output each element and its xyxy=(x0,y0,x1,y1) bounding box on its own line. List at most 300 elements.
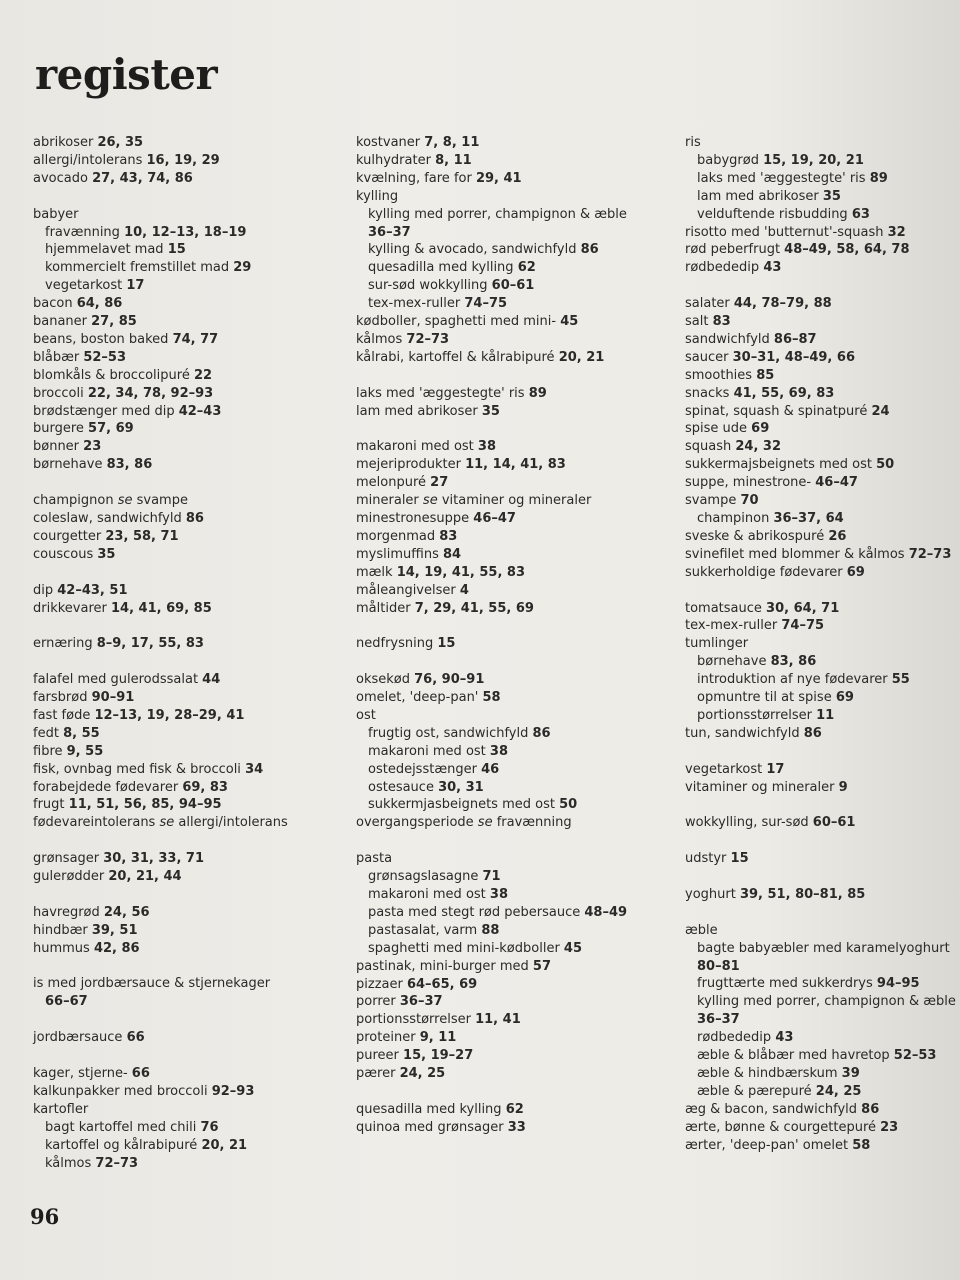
index-entry xyxy=(33,635,333,653)
entry-term: makaroni med ost xyxy=(356,439,478,455)
entry-term: æble xyxy=(685,922,718,938)
entry-term: spaghetti med mini-kødboller xyxy=(368,940,564,956)
index-spacer xyxy=(356,832,666,850)
index-entry xyxy=(33,1065,333,1083)
index-subentry xyxy=(33,241,333,259)
entry-term: kostvaner xyxy=(356,135,425,150)
page-refs: 7, 8, 11 xyxy=(424,135,480,150)
index-entry xyxy=(685,224,955,242)
entry-term: morgenmad xyxy=(356,528,440,544)
page-refs: 86 xyxy=(580,242,599,258)
page-refs: 43 xyxy=(775,1030,794,1046)
entry-term: ris xyxy=(685,135,701,150)
index-entry xyxy=(33,403,333,421)
page-refs: 39 xyxy=(841,1066,860,1082)
page-refs: 9, 55 xyxy=(66,743,104,759)
entry-term: fedt xyxy=(33,725,64,741)
entry-term: risotto med 'butternut'-squash xyxy=(685,224,888,240)
entry-term: saucer xyxy=(685,349,733,365)
entry-term: kålrabi, kartoffel & kålrabipuré xyxy=(356,349,559,365)
page-refs: 24, 25 xyxy=(399,1066,446,1082)
page-refs: 14, 41, 69, 85 xyxy=(111,600,212,616)
page-refs: 58 xyxy=(482,690,501,706)
page-refs: 72–73 xyxy=(406,331,450,347)
index-spacer xyxy=(33,958,333,976)
entry-term: minestronesuppe xyxy=(356,511,474,526)
page-refs: 15 xyxy=(730,851,749,867)
page-refs: 58 xyxy=(852,1137,871,1153)
index-entry xyxy=(356,1011,666,1029)
page-refs: 27, 43, 74, 86 xyxy=(92,170,193,186)
entry-term: havregrød xyxy=(33,904,104,920)
entry-term: måltider xyxy=(356,600,415,616)
entry-term: hindbær xyxy=(33,922,92,938)
entry-term: tumlinger xyxy=(685,636,749,652)
index-subentry xyxy=(33,993,333,1011)
page-refs: 29, 41 xyxy=(475,170,522,186)
page-refs: 74–75 xyxy=(464,296,508,312)
page-refs: 89 xyxy=(869,170,888,186)
entry-term: proteiner xyxy=(356,1030,420,1046)
index-subentry xyxy=(685,958,955,976)
index-subentry xyxy=(356,779,666,797)
index-subentry xyxy=(685,993,955,1011)
index-entry xyxy=(33,904,333,922)
page-refs: 15, 19, 20, 21 xyxy=(763,152,864,168)
entry-term: kylling med porrer, champignon & æble xyxy=(697,994,956,1010)
entry-term: fibre xyxy=(33,743,67,759)
index-subentry xyxy=(356,922,666,940)
index-entry xyxy=(685,886,955,904)
entry-term: svampe xyxy=(685,493,741,509)
index-entry xyxy=(33,850,333,868)
entry-term: æble & pærepuré xyxy=(697,1083,816,1099)
index-subentry xyxy=(356,241,666,259)
page-refs: 57, 69 xyxy=(88,421,134,437)
entry-term: grønsager xyxy=(33,851,104,867)
index-spacer xyxy=(33,474,333,492)
index-spacer xyxy=(685,868,955,886)
index-entry xyxy=(356,170,666,188)
index-subentry xyxy=(685,1047,955,1065)
see-target: allergi/intolerans xyxy=(174,815,288,831)
page-refs: 66 xyxy=(131,1065,150,1081)
page-refs: 86 xyxy=(532,725,551,741)
index-spacer xyxy=(33,1011,333,1029)
page-refs: 8–9, 17, 55, 83 xyxy=(96,636,204,652)
index-entry xyxy=(356,1065,666,1083)
index-spacer xyxy=(356,1083,666,1101)
index-spacer xyxy=(685,582,955,600)
entry-term: bagte babyæbler med karamelyoghurt xyxy=(697,940,950,956)
index-subentry xyxy=(33,259,333,277)
entry-term: abrikoser xyxy=(33,135,98,150)
page-refs: 27 xyxy=(430,475,449,491)
entry-term: måleangivelser xyxy=(356,582,460,598)
page-refs: 30, 31 xyxy=(438,779,484,795)
page-refs: 11, 51, 56, 85, 94–95 xyxy=(68,797,222,813)
index-subentry xyxy=(356,295,666,313)
index-entry xyxy=(356,1047,666,1065)
page-refs: 20, 21 xyxy=(201,1137,248,1153)
index-entry xyxy=(33,814,333,832)
index-entry xyxy=(356,456,666,474)
entry-term: tex-mex-ruller xyxy=(368,296,465,312)
page-refs: 24 xyxy=(871,403,890,419)
entry-term: fødevareintolerans xyxy=(33,815,160,831)
entry-term: hummus xyxy=(33,940,94,956)
index-entry xyxy=(356,850,666,868)
page-refs: 86 xyxy=(861,1101,880,1117)
page-refs: 11 xyxy=(816,707,835,723)
index-entry xyxy=(33,367,333,385)
entry-term: kulhydrater xyxy=(356,152,436,168)
index-entry xyxy=(356,349,666,367)
index-entry xyxy=(356,814,666,832)
entry-term: yoghurt xyxy=(685,886,740,902)
entry-term: jordbærsauce xyxy=(33,1030,127,1046)
index-entry xyxy=(685,403,955,421)
page-refs: 44 xyxy=(202,672,221,688)
entry-term: kylling med porrer, champignon & æble xyxy=(368,206,627,222)
index-spacer xyxy=(685,743,955,761)
entry-term: oksekød xyxy=(356,672,415,688)
entry-term: myslimuffins xyxy=(356,546,443,562)
index-subentry xyxy=(356,743,666,761)
entry-term: ærter, 'deep-pan' omelet xyxy=(685,1137,853,1153)
index-entry xyxy=(685,1137,955,1155)
index-subentry xyxy=(685,707,955,725)
entry-term: dip xyxy=(33,582,58,598)
entry-term: æg & bacon, sandwichfyld xyxy=(685,1101,862,1117)
index-entry xyxy=(33,331,333,349)
page-refs: 85 xyxy=(756,367,775,383)
page-refs: 72–73 xyxy=(908,546,952,562)
index-entry xyxy=(356,707,666,725)
page-refs: 24, 32 xyxy=(735,439,782,455)
entry-term: sur-sød wokkylling xyxy=(368,278,492,294)
entry-term: nedfrysning xyxy=(356,636,438,652)
index-entry xyxy=(33,313,333,331)
entry-term: hjemmelavet mad xyxy=(45,242,168,258)
index-spacer xyxy=(685,796,955,814)
index-subentry xyxy=(356,206,666,224)
page-refs: 46–47 xyxy=(473,511,516,526)
page-refs: 80–81 xyxy=(697,958,740,974)
entry-term: wokkylling, sur-sød xyxy=(685,815,813,831)
index-entry xyxy=(685,456,955,474)
index-entry xyxy=(356,438,666,456)
index-entry xyxy=(685,779,955,797)
entry-term: opmuntre til at spise xyxy=(697,690,836,706)
entry-term: babyer xyxy=(33,206,79,222)
entry-term: ostesauce xyxy=(368,779,439,795)
entry-term: melonpuré xyxy=(356,475,431,491)
page-refs: 60–61 xyxy=(812,815,856,831)
page-refs: 8, 11 xyxy=(435,152,472,168)
index-subentry xyxy=(33,1137,333,1155)
page-refs: 72–73 xyxy=(95,1155,139,1171)
index-entry xyxy=(356,385,666,403)
entry-term: coleslaw, sandwichfyld xyxy=(33,511,186,526)
entry-term: forabejdede fødevarer xyxy=(33,779,183,795)
page-refs: 10, 12–13, 18–19 xyxy=(124,224,247,240)
index-subentry xyxy=(685,188,955,206)
entry-term: pasta xyxy=(356,851,393,867)
index-entry xyxy=(33,582,333,600)
index-entry xyxy=(33,349,333,367)
index-column-3 xyxy=(685,134,955,1155)
entry-term: bønner xyxy=(33,439,84,455)
index-subentry xyxy=(33,277,333,295)
index-entry xyxy=(33,170,333,188)
see-reference: se xyxy=(159,815,175,831)
page-refs: 84 xyxy=(442,546,462,562)
page-refs: 7, 29, 41, 55, 69 xyxy=(414,600,534,616)
entry-term: sukkermajsbeignets med ost xyxy=(685,457,877,473)
entry-term: sveske & abrikospuré xyxy=(685,528,829,544)
page-refs: 23 xyxy=(880,1119,899,1135)
entry-term: æble & hindbærskum xyxy=(697,1066,842,1082)
index-spacer xyxy=(33,617,333,635)
page-refs: 48–49 xyxy=(584,904,628,920)
entry-term: kartofler xyxy=(33,1101,89,1117)
entry-term: mælk xyxy=(356,564,397,580)
index-subentry xyxy=(356,725,666,743)
index-entry xyxy=(685,385,955,403)
page-refs: 69 xyxy=(835,690,854,706)
entry-term: blåbær xyxy=(33,349,84,365)
entry-term: pastinak, mini-burger med xyxy=(356,958,533,974)
index-entry xyxy=(685,761,955,779)
index-spacer xyxy=(356,420,666,438)
entry-term: pizzaer xyxy=(356,976,407,992)
page-refs: 66–67 xyxy=(45,994,88,1010)
index-subentry xyxy=(685,510,955,528)
index-entry xyxy=(685,617,955,635)
page-refs: 36–37 xyxy=(697,1012,740,1028)
page-refs: 83 xyxy=(439,528,458,544)
entry-term: brødstænger med dip xyxy=(33,403,179,419)
entry-term: babygrød xyxy=(697,152,764,168)
index-entry xyxy=(356,1101,666,1119)
entry-term: svinefilet med blommer & kålmos xyxy=(685,546,909,562)
page-refs: 36–37, 64 xyxy=(773,511,844,527)
index-subentry xyxy=(356,940,666,958)
entry-term: kylling xyxy=(356,188,399,204)
index-subentry xyxy=(685,1083,955,1101)
entry-term: salater xyxy=(685,296,734,312)
index-spacer xyxy=(356,653,666,671)
entry-term: velduftende risbudding xyxy=(697,206,852,222)
page-refs: 39, 51, 80–81, 85 xyxy=(739,886,866,902)
page-refs: 38 xyxy=(489,743,508,759)
entry-term: quesadilla med kylling xyxy=(356,1101,506,1117)
index-entry xyxy=(356,403,666,421)
page-refs: 23 xyxy=(83,439,102,455)
page-refs: 57 xyxy=(532,958,551,974)
index-subentry xyxy=(685,152,955,170)
page-refs: 52–53 xyxy=(893,1048,937,1064)
entry-term: avocado xyxy=(33,170,93,186)
index-entry xyxy=(356,671,666,689)
page-refs: 42–43, 51 xyxy=(57,582,128,598)
index-entry xyxy=(685,635,955,653)
entry-term: kålmos xyxy=(45,1155,96,1171)
index-entry xyxy=(33,779,333,797)
index-entry xyxy=(33,1029,333,1047)
index-subentry xyxy=(685,206,955,224)
page-refs: 30–31, 48–49, 66 xyxy=(732,349,855,365)
page-refs: 36–37 xyxy=(368,224,411,240)
entry-term: kommercielt fremstillet mad xyxy=(45,260,234,276)
page-refs: 23, 58, 71 xyxy=(105,528,179,544)
entry-term: snacks xyxy=(685,385,734,401)
index-column-2 xyxy=(356,134,666,1137)
page-refs: 69, 83 xyxy=(182,779,228,795)
page-refs: 24, 25 xyxy=(815,1083,862,1099)
entry-term: bananer xyxy=(33,314,92,330)
index-entry xyxy=(33,134,333,152)
index-subentry xyxy=(685,653,955,671)
index-entry xyxy=(356,600,666,618)
index-entry xyxy=(33,456,333,474)
page-refs: 44, 78–79, 88 xyxy=(733,296,832,312)
index-entry xyxy=(33,940,333,958)
index-entry xyxy=(685,295,955,313)
page-refs: 15 xyxy=(437,636,456,652)
entry-term: falafel med gulerodssalat xyxy=(33,672,203,688)
index-spacer xyxy=(33,1047,333,1065)
entry-term: lam med abrikoser xyxy=(697,188,823,204)
index-entry xyxy=(356,582,666,600)
page-refs: 32 xyxy=(887,224,906,240)
index-entry xyxy=(33,420,333,438)
index-subentry xyxy=(356,224,666,242)
entry-term: kødboller, spaghetti med mini- xyxy=(356,314,561,330)
index-entry xyxy=(685,313,955,331)
page-refs: 30, 31, 33, 71 xyxy=(103,851,205,867)
entry-term: is med jordbærsauce & stjernekager xyxy=(33,976,271,992)
entry-term: vegetarkost xyxy=(685,761,767,777)
page-refs: 55 xyxy=(891,672,910,688)
index-spacer xyxy=(685,904,955,922)
page-number: 96 xyxy=(30,1204,60,1229)
index-entry xyxy=(356,1119,666,1137)
entry-term: tun, sandwichfyld xyxy=(685,725,804,741)
page-refs: 50 xyxy=(876,457,895,473)
entry-term: frugttærte med sukkerdrys xyxy=(697,976,877,992)
index-spacer xyxy=(33,188,333,206)
entry-term: kvælning, fare for xyxy=(356,170,476,186)
entry-term: squash xyxy=(685,439,736,455)
entry-term: frugt xyxy=(33,797,69,813)
page-refs: 74–75 xyxy=(781,618,825,634)
entry-term: spise ude xyxy=(685,421,752,437)
index-entry xyxy=(33,868,333,886)
index-entry xyxy=(33,295,333,313)
page-refs: 39, 51 xyxy=(91,922,138,938)
index-entry xyxy=(356,528,666,546)
index-spacer xyxy=(685,277,955,295)
index-entry xyxy=(33,725,333,743)
page-refs: 36–37 xyxy=(399,994,443,1010)
entry-term: rødbededip xyxy=(685,260,764,276)
index-spacer xyxy=(356,617,666,635)
index-entry xyxy=(33,743,333,761)
index-subentry xyxy=(356,904,666,922)
entry-term: laks med 'æggestegte' ris xyxy=(356,385,529,401)
entry-term: salt xyxy=(685,314,713,330)
index-subentry xyxy=(685,671,955,689)
index-entry xyxy=(33,761,333,779)
page-refs: 42, 86 xyxy=(93,940,140,956)
page-refs: 30, 64, 71 xyxy=(766,600,840,616)
entry-term: rødbededip xyxy=(697,1030,776,1046)
index-subentry xyxy=(33,1155,333,1173)
index-entry xyxy=(33,438,333,456)
page-refs: 24, 56 xyxy=(103,904,150,920)
entry-term: tex-mex-ruller xyxy=(685,618,782,634)
page-refs: 46–47 xyxy=(815,475,858,491)
entry-term: courgetter xyxy=(33,528,106,544)
index-entry xyxy=(356,474,666,492)
index-entry xyxy=(33,600,333,618)
entry-term: makaroni med ost xyxy=(368,743,490,759)
entry-term: quesadilla med kylling xyxy=(368,260,518,276)
page-refs: 76 xyxy=(200,1119,219,1135)
see-target: fravænning xyxy=(492,815,572,831)
page-refs: 35 xyxy=(822,188,841,204)
entry-term: burgere xyxy=(33,421,89,437)
entry-term: pastasalat, varm xyxy=(368,922,482,938)
page-refs: 26, 35 xyxy=(97,135,144,150)
page-refs: 34 xyxy=(245,761,264,777)
entry-term: ost xyxy=(356,707,376,723)
page-refs: 4 xyxy=(459,582,469,598)
entry-term: rød peberfrugt xyxy=(685,242,785,258)
entry-term: suppe, minestrone- xyxy=(685,475,816,491)
entry-term: mejeriprodukter xyxy=(356,457,466,473)
entry-term: pærer xyxy=(356,1066,400,1082)
index-subentry xyxy=(685,975,955,993)
index-subentry xyxy=(356,277,666,295)
see-reference: se xyxy=(477,815,493,831)
index-subentry xyxy=(685,1065,955,1083)
entry-term: ostedejsstænger xyxy=(368,761,482,777)
page-refs: 35 xyxy=(481,403,500,419)
page-refs: 83, 86 xyxy=(106,457,153,473)
index-entry xyxy=(685,922,955,940)
page-refs: 94–95 xyxy=(876,976,920,992)
index-column-1 xyxy=(33,134,333,1172)
page-refs: 26 xyxy=(828,528,847,544)
page-refs: 69 xyxy=(846,564,865,580)
page-refs: 20, 21, 44 xyxy=(108,869,182,885)
entry-term: portionsstørrelser xyxy=(697,707,817,723)
page-refs: 41, 55, 69, 83 xyxy=(733,385,835,401)
index-entry xyxy=(33,206,333,224)
index-entry xyxy=(685,134,955,152)
index-entry xyxy=(356,958,666,976)
page-refs: 45 xyxy=(560,314,579,330)
index-entry xyxy=(685,474,955,492)
entry-term: introduktion af nye fødevarer xyxy=(697,672,892,688)
index-entry xyxy=(356,993,666,1011)
index-entry xyxy=(685,259,955,277)
entry-term: porrer xyxy=(356,994,400,1010)
index-entry xyxy=(33,689,333,707)
